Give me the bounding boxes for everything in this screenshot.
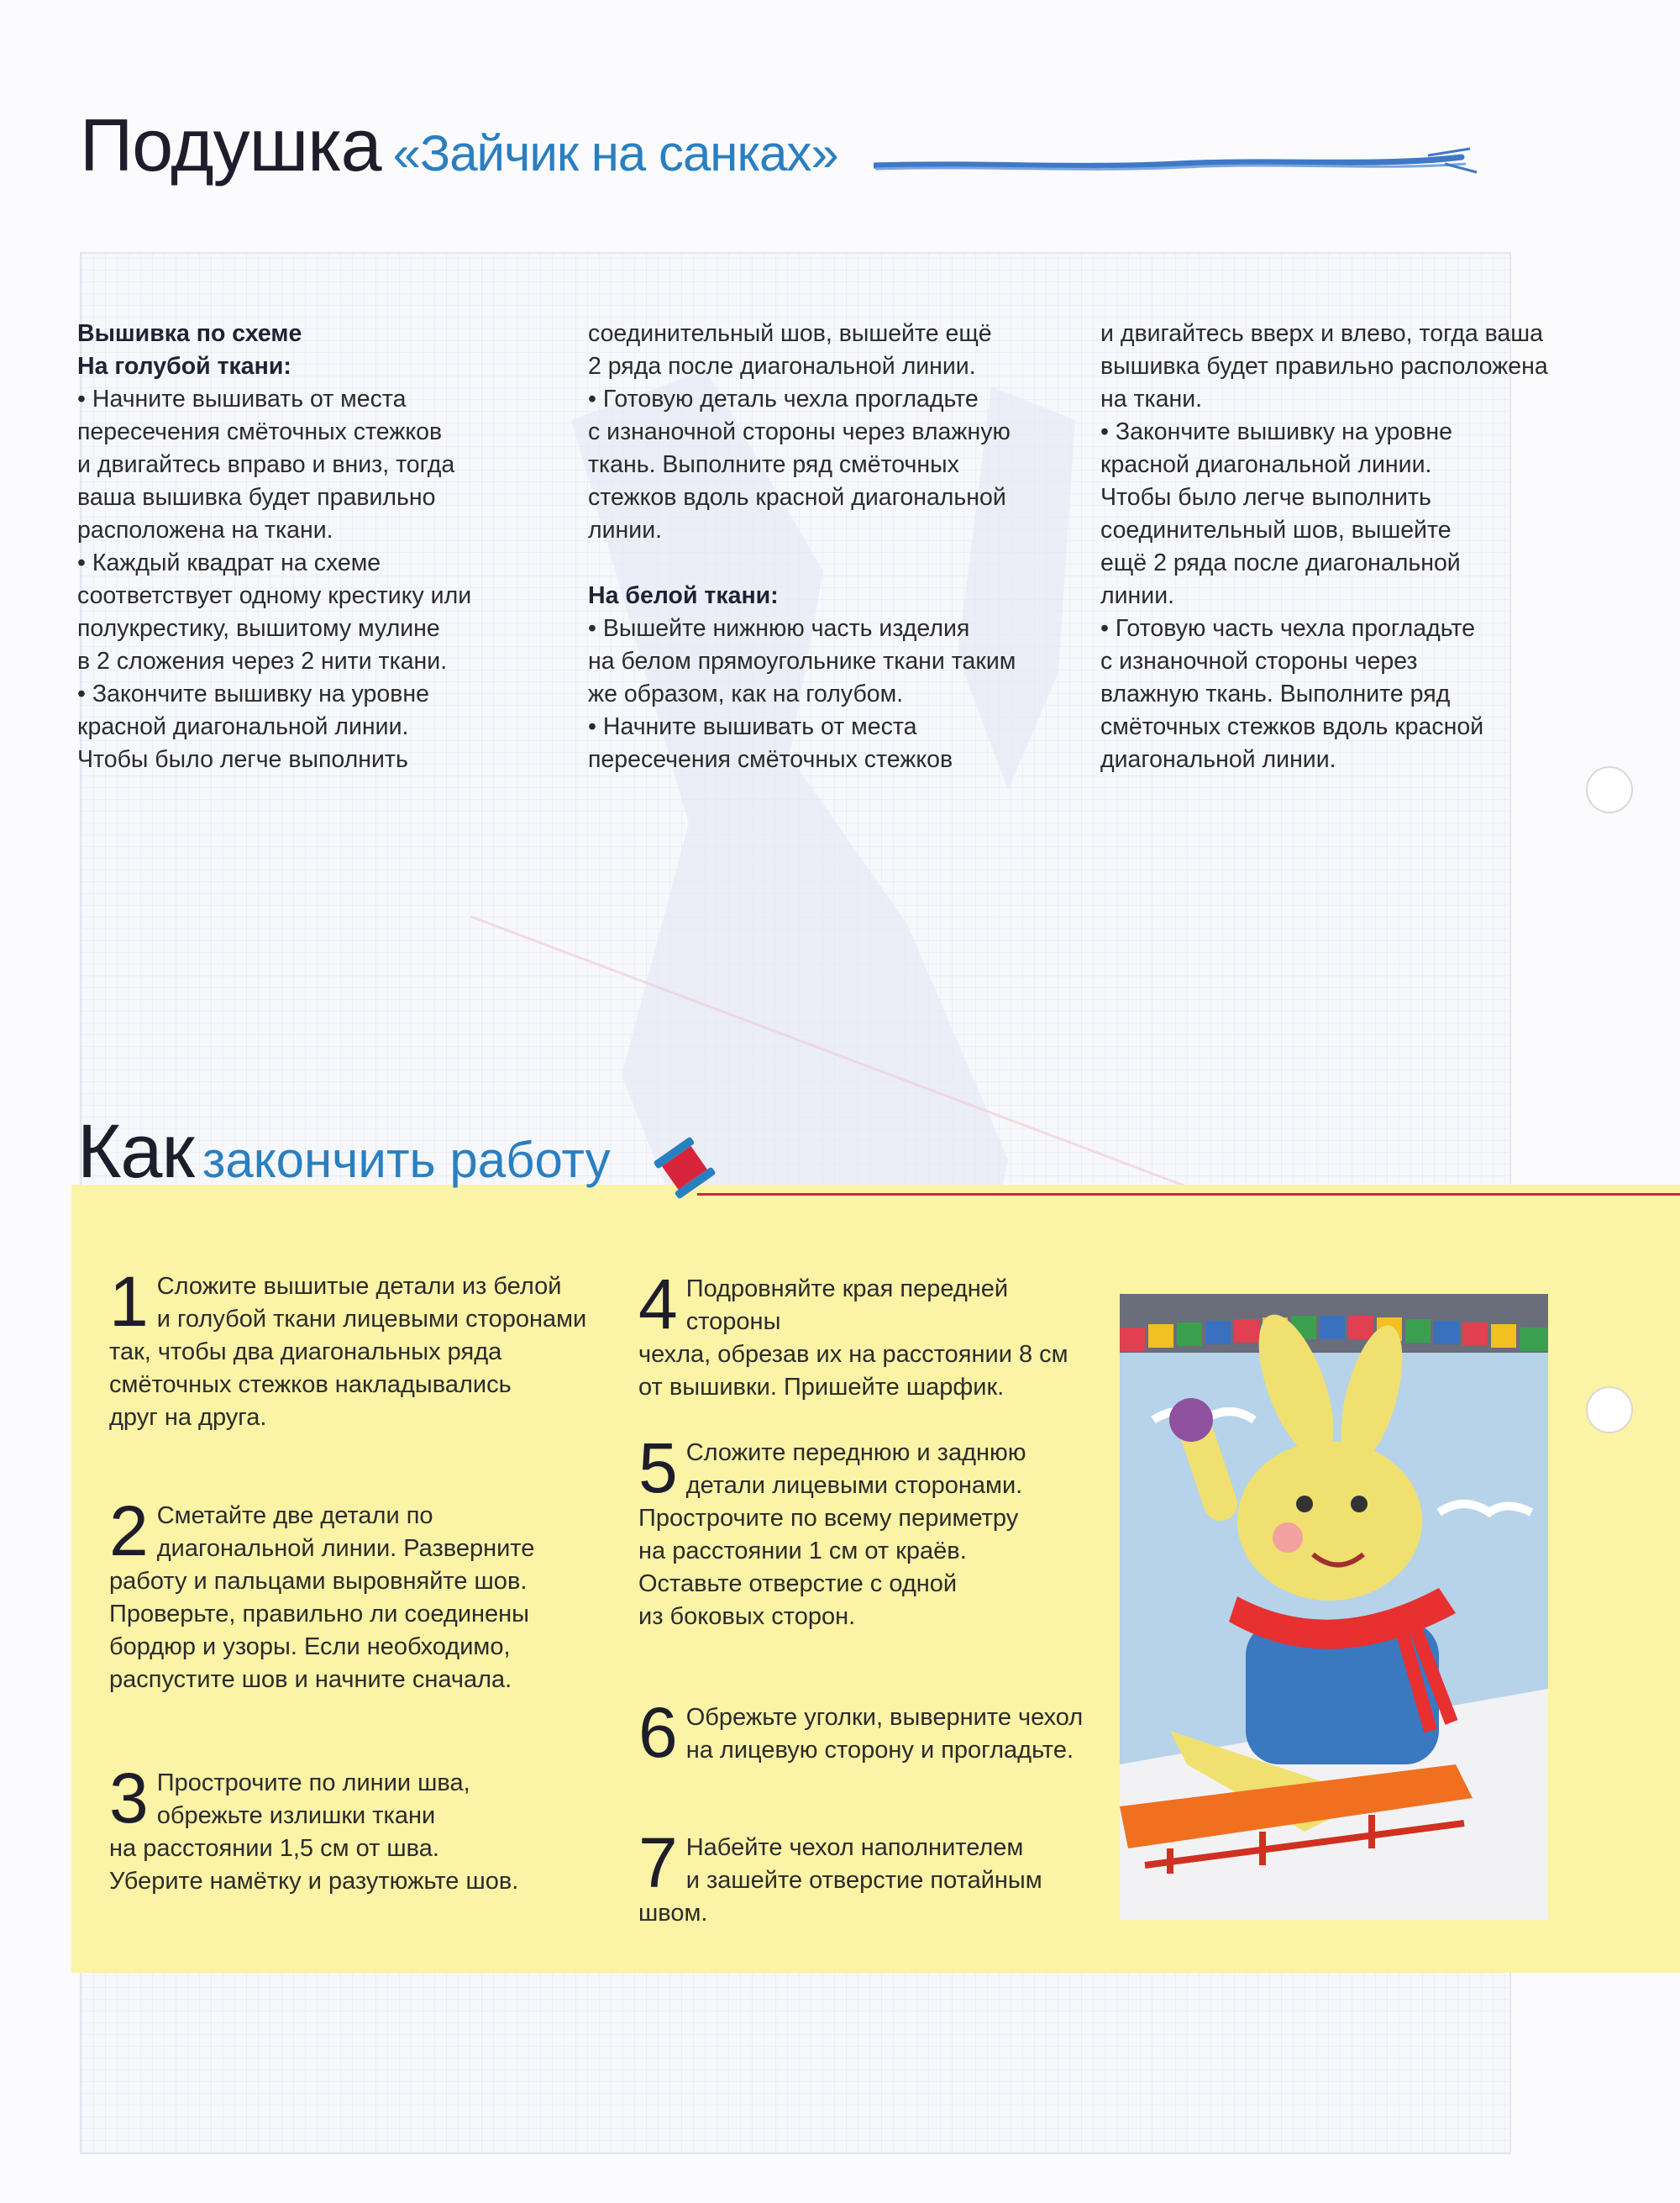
step-text-line: Сложите вышитые детали из белой — [156, 1273, 562, 1300]
instruction-line: • Закончите вышивку на уровне — [77, 681, 429, 707]
step-text-line: бордюр и узоры. Если необходимо, — [109, 1633, 511, 1660]
step-number: 4 — [638, 1264, 678, 1343]
instruction-line: • Закончите вышивку на уровне — [1100, 418, 1452, 445]
step-text-line: работу и пальцами выровняйте шов. — [109, 1568, 528, 1595]
step-text-line: Подровняйте края передней стороны — [685, 1275, 1009, 1335]
instruction-line: 2 ряда после диагональной линии. — [588, 353, 976, 380]
instruction-line: соответствует одному крестику или — [77, 582, 472, 609]
step-text-line: Набейте чехол наполнителем — [685, 1834, 1024, 1861]
step-text-line: друг на друга. — [109, 1404, 267, 1431]
binder-hole — [1586, 1386, 1633, 1433]
finish-step-1 — [109, 1262, 613, 1434]
step-text-line: и голубой ткани лицевыми сторонами — [156, 1306, 587, 1333]
step-text-line: смёточных стежков накладывались — [109, 1371, 512, 1398]
instruction-line: ваша вышивка будет правильно — [77, 484, 436, 511]
instruction-line: вышивка будет правильно расположена — [1100, 353, 1548, 380]
instruction-line: • Начните вышивать от места — [77, 386, 407, 413]
instruction-line: на белом прямоугольнике ткани таким — [588, 648, 1016, 675]
instruction-line: смёточных стежков вдоль красной — [1100, 713, 1484, 740]
step-text-line: и зашейте отверстие потайным швом. — [638, 1867, 1042, 1927]
finish-step-4 — [638, 1264, 1109, 1404]
step-text-line: из боковых сторон. — [638, 1603, 856, 1630]
finish-step-7 — [638, 1823, 1109, 1930]
step-text-line: Оставьте отверстие с одной — [638, 1570, 958, 1597]
instructions-column-3 — [1100, 318, 1621, 776]
instruction-line: • Начните вышивать от места — [588, 713, 917, 740]
instruction-line: расположена на ткани. — [77, 517, 333, 544]
section-divider — [697, 1193, 1680, 1196]
page-title — [80, 103, 838, 188]
instruction-line: красной диагональной линии. — [1100, 451, 1432, 478]
instruction-line: полукрестику, вышитому мулине — [77, 615, 440, 642]
instruction-line: Чтобы было легче выполнить — [1100, 484, 1431, 511]
step-text-line: на расстоянии 1,5 см от шва. — [109, 1835, 439, 1862]
instructions-column-2 — [588, 318, 1084, 776]
title-main: Подушка — [80, 103, 381, 187]
step-number: 6 — [638, 1693, 678, 1772]
section-title-sub: закончить работу — [202, 1132, 611, 1188]
instruction-line: • Каждый квадрат на схеме — [77, 549, 381, 576]
instruction-line: с изнаночной стороны через — [1100, 648, 1418, 675]
step-number: 5 — [638, 1428, 678, 1507]
step-text-line: Сметайте две детали по — [156, 1502, 433, 1529]
instruction-line: соединительный шов, вышейте — [1100, 517, 1452, 544]
instruction-line: влажную ткань. Выполните ряд — [1100, 681, 1451, 707]
step-text-line: диагональной линии. Разверните — [156, 1535, 535, 1562]
instruction-line: пересечения смёточных стежков — [77, 418, 443, 445]
instructions-column-1 — [77, 318, 548, 776]
instruction-line: и двигайтесь вверх и влево, тогда ваша — [1100, 320, 1543, 347]
step-number: 2 — [109, 1491, 149, 1570]
instruction-line: ткань. Выполните ряд смёточных — [588, 451, 959, 478]
instruction-heading: На голубой ткани: — [77, 353, 291, 380]
instruction-line: • Вышейте нижнюю часть изделия — [588, 615, 970, 642]
step-text-line: чехла, обрезав их на расстоянии 8 см — [638, 1341, 1068, 1368]
step-text-line: Обрежьте уголки, выверните чехол — [685, 1704, 1084, 1731]
title-sub: «Зайчик на санках» — [392, 125, 838, 181]
step-text-line: Прострочите по линии шва, — [156, 1769, 470, 1796]
instruction-line: с изнаночной стороны через влажную — [588, 418, 1011, 445]
finish-step-2 — [109, 1491, 613, 1696]
paragraph-gap — [588, 547, 1084, 580]
instruction-line: линии. — [588, 517, 663, 544]
instruction-line: стежков вдоль красной диагональной — [588, 484, 1006, 511]
instruction-line: в 2 сложения через 2 нити ткани. — [77, 648, 448, 675]
finished-pillow-photo — [1120, 1294, 1548, 1920]
step-number: 3 — [109, 1759, 149, 1838]
step-text-line: Сложите переднюю и заднюю — [685, 1439, 1026, 1466]
binder-hole — [1586, 766, 1633, 813]
instruction-heading: На белой ткани: — [588, 582, 779, 609]
spool-icon — [647, 1130, 722, 1206]
instruction-heading: Вышивка по схеме — [77, 320, 302, 347]
finish-step-5 — [638, 1428, 1109, 1633]
finish-step-6 — [638, 1693, 1109, 1772]
step-text-line: на лицевую сторону и прогладьте. — [685, 1737, 1074, 1764]
instruction-line: Чтобы было легче выполнить — [77, 746, 408, 773]
step-number: 1 — [109, 1262, 149, 1341]
step-text-line: Проверьте, правильно ли соединены — [109, 1601, 530, 1627]
step-text-line: так, чтобы два диагональных ряда — [109, 1338, 502, 1365]
step-text-line: от вышивки. Пришейте шарфик. — [638, 1374, 1005, 1401]
instruction-line: красной диагональной линии. — [77, 713, 409, 740]
step-number: 7 — [638, 1823, 678, 1902]
finish-step-3 — [109, 1759, 613, 1898]
instruction-line: пересечения смёточных стежков — [588, 746, 953, 773]
instruction-line: • Готовую деталь чехла прогладьте — [588, 386, 979, 413]
instruction-line: же образом, как на голубом. — [588, 681, 904, 707]
instruction-line: и двигайтесь вправо и вниз, тогда — [77, 451, 455, 478]
step-text-line: Уберите намётку и разутюжьте шов. — [109, 1868, 519, 1895]
thread-decoration — [874, 147, 1478, 189]
section-title-main: Как — [77, 1110, 194, 1194]
instruction-line: диагональной линии. — [1100, 746, 1336, 773]
step-text-line: на расстоянии 1 см от краёв. — [638, 1538, 967, 1564]
step-text-line: детали лицевыми сторонами. — [685, 1472, 1023, 1499]
instruction-line: на ткани. — [1100, 386, 1203, 413]
step-text-line: обрежьте излишки ткани — [156, 1802, 436, 1829]
bunny-on-sled-image — [1120, 1294, 1548, 1920]
instruction-line: ещё 2 ряда после диагональной — [1100, 549, 1461, 576]
section-title — [77, 1109, 611, 1196]
instruction-line: соединительный шов, вышейте ещё — [588, 320, 992, 347]
step-text-line: распустите шов и начните сначала. — [109, 1666, 512, 1693]
instruction-line: линии. — [1100, 582, 1175, 609]
step-text-line: Прострочите по всему периметру — [638, 1505, 1019, 1532]
instruction-line: • Готовую часть чехла прогладьте — [1100, 615, 1475, 642]
